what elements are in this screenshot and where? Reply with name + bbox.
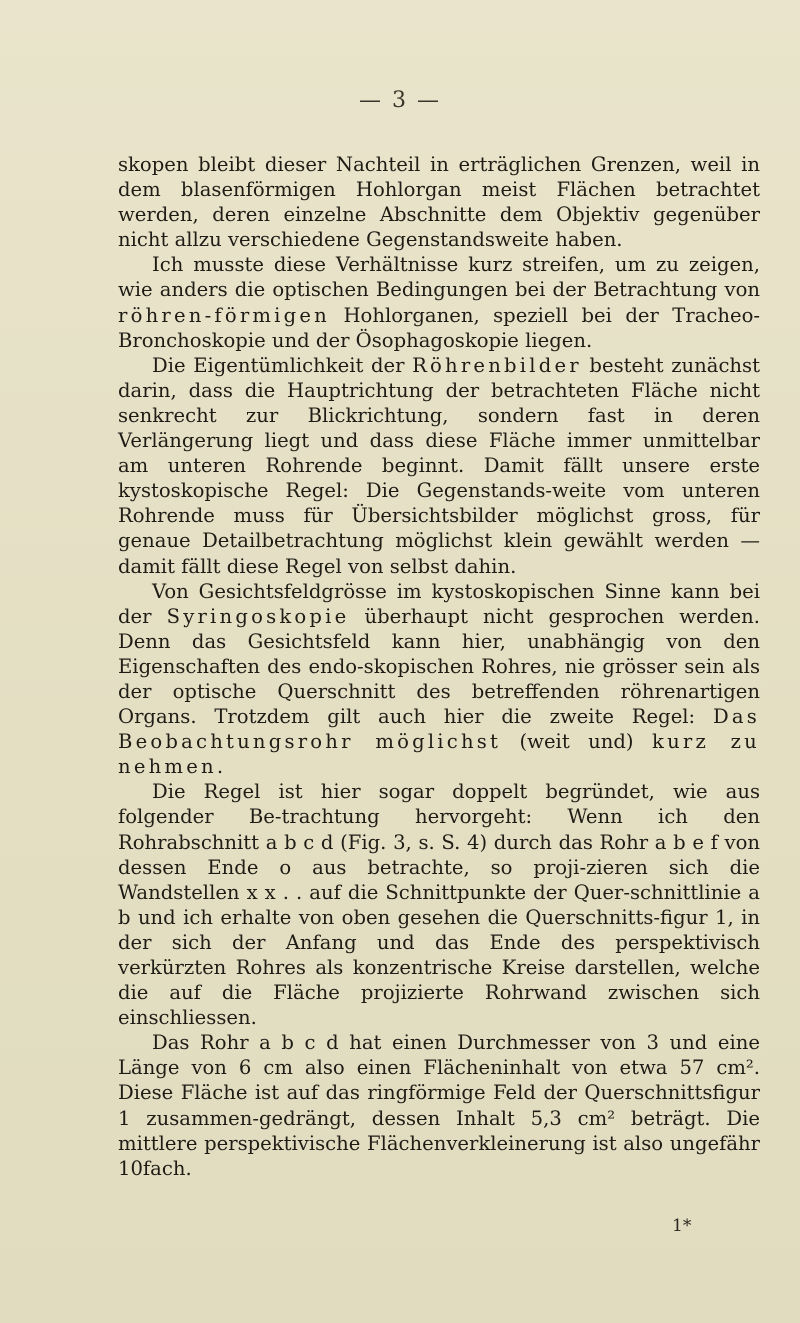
text-run: skopen bleibt dieser Nachteil in erträglichen Grenzen, weil in dem blasenförmigen Hohlorgan meist Flächen betrachtet werden, deren einzelne Abschnitte dem Objektiv gegenüber nicht allzu verschiedene Gegenstandsweite haben. [118, 153, 760, 252]
text-run: Hohlorganen, speziell bei der Tracheo-Bronchoskopie und der Ösophagoskopie liegen. [118, 303, 760, 352]
paragraph-3 [118, 353, 760, 579]
emphasized-text: Röhrenbilder [412, 353, 582, 377]
text-run: Die Eigentümlichkeit der [152, 353, 413, 377]
text-run: Von Gesichtsfeldgrösse im kystoskopischen Sinne kann bei der [118, 579, 760, 628]
text-run: Die Regel ist hier sogar doppelt begründet, wie aus folgender Be-trachtung hervorgeht: Wenn ich den Rohrabschnitt a b c d (Fig. 3, s. S. 4) durch das Rohr a b e f von dessen Ende o aus betrachte, so proji-zieren sich die Wandstellen x x . . auf die Schnittpunkte der Quer-schnittlinie a b und ich erhalte von oben gesehen die Querschnitts-figur 1, in der sich der Anfang und das Ende des perspektivisch verkürzten Rohres als konzentrische Kreise darstellen, welche die auf die Fläche projizierte Rohrwand zwischen sich einschliessen. [118, 780, 760, 1030]
paragraph-5 [118, 779, 760, 1030]
emphasized-text: Das Beobachtungsrohr möglichst [118, 705, 760, 754]
text-run: Ich musste diese Verhältnisse kurz streifen, um zu zeigen, wie anders die optischen Bedingungen bei der Betrachtung von [118, 253, 760, 302]
emphasized-text: kurz zu nehmen. [118, 730, 760, 779]
text-run: (weit und) [501, 730, 653, 754]
emphasized-text: Syringoskopie [166, 604, 350, 628]
signature-mark: 1* [672, 1216, 692, 1236]
paragraph-4 [118, 579, 760, 780]
text-run: überhaupt nicht gesprochen werden. Denn das Gesichtsfeld kann hier, unabhängig von den Eigenschaften des endo-skopischen Rohres, nie grösser sein als der optische Querschnitt des betreffenden röhrenartigen Organs. Trotzdem gilt auch hier die zweite Regel: [118, 604, 760, 729]
body-text [118, 152, 760, 1181]
emphasized-text: röhren-förmigen [118, 303, 331, 327]
text-run: Das Rohr a b c d hat einen Durchmesser von 3 und eine Länge von 6 cm also einen Flächeninhalt von etwa 57 cm². Diese Fläche ist auf das ringförmige Feld der Querschnittsfigur 1 zusammen-gedrängt, dessen Inhalt 5,3 cm² beträgt. Die mittlere perspektivische Flächenverkleinerung ist also ungefähr 10fach. [118, 1031, 760, 1180]
page-number: — 3 — [359, 88, 441, 113]
text-run: besteht zunächst darin, dass die Hauptrichtung der betrachteten Fläche nicht senkrecht zur Blickrichtung, sondern fast in deren Verlängerung liegt und dass diese Fläche immer unmittelbar am unteren Rohrende beginnt. Damit fällt unsere erste kystoskopische Regel: Die Gegenstands-weite vom unteren Rohrende muss für Übersichtsbilder möglichst gross, für genaue Detailbetrachtung möglichst klein gewählt werden — damit fällt diese Regel von selbst dahin. [118, 353, 760, 578]
paragraph-1 [118, 152, 760, 252]
paragraph-2 [118, 252, 760, 352]
paragraph-6 [118, 1030, 760, 1181]
